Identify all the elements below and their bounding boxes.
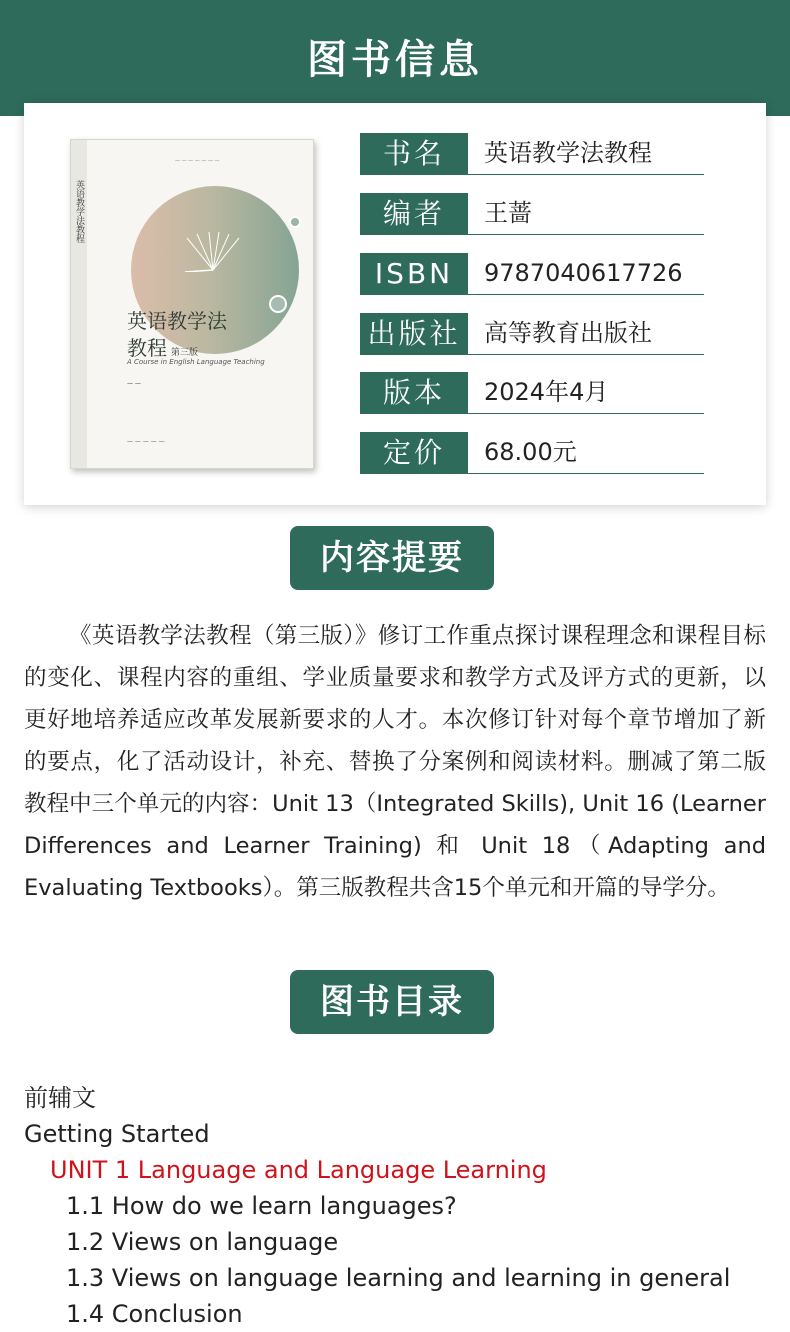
cover-fan-graphic <box>183 232 243 272</box>
info-row-title <box>360 133 704 175</box>
info-row-edition <box>360 372 704 414</box>
cover-edition: 第三版 <box>171 348 199 358</box>
toc-item: Getting Started <box>24 1120 210 1148</box>
toc-unit-item: UNIT 1 Language and Language Learning <box>50 1156 547 1184</box>
info-label: 书名 <box>360 133 468 174</box>
info-row-editor <box>360 193 704 235</box>
cover-title-line1: 英语教学法 <box>127 309 227 333</box>
info-label: ISBN <box>360 253 468 294</box>
toc-item: 前辅文 <box>24 1084 96 1112</box>
table-of-contents <box>24 1080 766 1332</box>
book-cover-image <box>70 139 314 469</box>
toc-subitem: 1.2 Views on language <box>66 1228 339 1256</box>
cover-english-title: A Course in English Language Teaching <box>127 358 265 366</box>
cover-series-text: — — — — — — — <box>175 158 220 164</box>
header-banner <box>0 0 790 116</box>
info-label: 版本 <box>360 372 468 413</box>
summary-text <box>24 615 766 909</box>
info-row-isbn <box>360 253 704 295</box>
info-label: 定价 <box>360 432 468 473</box>
toc-subitem: 1.1 How do we learn languages? <box>66 1192 457 1220</box>
summary-heading: 内容提要 <box>290 526 494 590</box>
book-info-card <box>24 103 766 505</box>
toc-heading: 图书目录 <box>290 970 494 1034</box>
cover-medium-dot <box>269 295 287 313</box>
cover-small-dot <box>289 216 301 228</box>
cover-publisher-logo: — — — — — <box>127 438 165 445</box>
info-row-price <box>360 432 704 474</box>
summary-paragraph: 《英语教学法教程（第三版）》修订工作重点探讨课程理念和课程目标的变化、课程内容的重组、学业质量要求和教学方式及评方式的更新，以更好地培养适应改革发展新要求的人才。本次修订针对每个章节增加了新的要点，化了活动设计，补充、替换了分案例和阅读材料。删减了第二版教程中三个单元的内容：Unit 13（Integrated Skills), Unit 16 (Learner Differences and Learner Training) 和 Unit 18（Adapting and Evaluating Textbooks）。第三版教程共含15个单元和开篇的导学分。 <box>24 623 766 901</box>
toc-subitem: 1.3 Views on language learning and learning in general <box>66 1264 731 1292</box>
info-row-publisher <box>360 313 704 355</box>
cover-spine-title: 英语教学法教程 <box>74 180 84 243</box>
info-value: 高等教育出版社 <box>484 319 652 347</box>
cover-title-line2: 教程 <box>127 336 167 360</box>
page-title: 图书信息 <box>307 37 483 83</box>
toc-subitem: 1.4 Conclusion <box>66 1300 243 1328</box>
info-value: 王蔷 <box>484 199 532 227</box>
cover-author-line: — — <box>127 380 141 387</box>
info-value: 68.00元 <box>484 438 577 466</box>
info-value: 英语教学法教程 <box>484 139 652 167</box>
info-value: 2024年4月 <box>484 378 609 406</box>
info-label: 出版社 <box>360 313 468 354</box>
info-label: 编者 <box>360 193 468 234</box>
info-value: 9787040617726 <box>484 259 683 287</box>
